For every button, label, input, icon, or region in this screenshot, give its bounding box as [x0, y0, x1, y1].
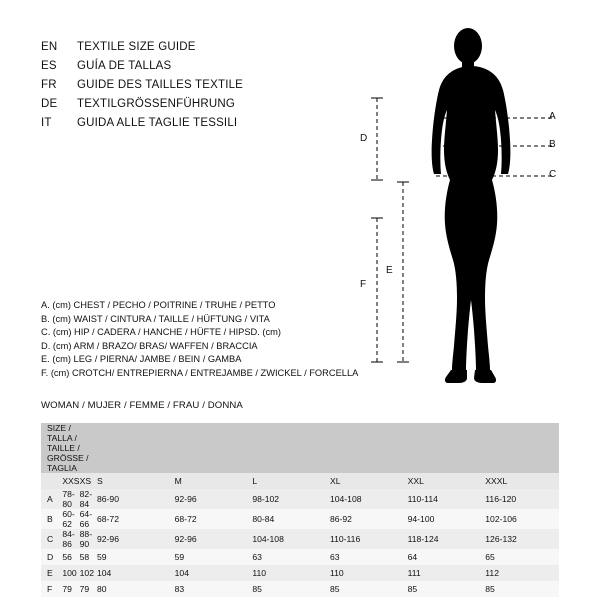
- title-text-es: GUÍA DE TALLAS: [77, 60, 172, 72]
- title-row-en: [41, 38, 341, 56]
- cell-d-xs: 58: [76, 549, 93, 565]
- row-label-b: B: [41, 509, 58, 529]
- legend-item-c: C. (cm) HIP / CADERA / HANCHE / HÜFTE / HIPSD. (cm): [41, 327, 282, 338]
- cell-f-xs: 79: [76, 581, 93, 597]
- cell-f-xxl: 85: [404, 581, 482, 597]
- figure-label-c: C: [549, 169, 557, 180]
- table-row-title: [41, 423, 559, 473]
- table-col-l: L: [248, 473, 326, 489]
- cell-d-xxs: 56: [58, 549, 75, 565]
- table-row: [41, 509, 559, 529]
- table-row-columns: [41, 473, 559, 489]
- size-table-wrapper: [41, 423, 559, 597]
- table-row: [41, 581, 559, 597]
- title-row-es: [41, 57, 341, 75]
- title-lang-es: ES: [41, 60, 57, 72]
- cell-a-m: 92-96: [171, 489, 249, 509]
- cell-e-l: 110: [248, 565, 326, 581]
- cell-f-m: 83: [171, 581, 249, 597]
- table-col-blank: [41, 473, 58, 489]
- title-text-de: TEXTILGRÖSSENFÜHRUNG: [77, 98, 235, 110]
- cell-b-l: 80-84: [248, 509, 326, 529]
- figure-label-a: A: [549, 111, 556, 122]
- table-row: [41, 565, 559, 581]
- cell-f-l: 85: [248, 581, 326, 597]
- cell-c-xxxl: 126-132: [481, 529, 559, 549]
- cell-c-xxl: 118-124: [404, 529, 482, 549]
- figure-label-b: B: [549, 139, 556, 150]
- cell-e-s: 104: [93, 565, 171, 581]
- cell-b-xl: 86-92: [326, 509, 404, 529]
- table-col-xxxl: XXXL: [481, 473, 559, 489]
- title-text-en: TEXTILE SIZE GUIDE: [77, 41, 196, 53]
- cell-a-l: 98-102: [248, 489, 326, 509]
- cell-c-xs: 88-90: [76, 529, 93, 549]
- cell-a-s: 86-90: [93, 489, 171, 509]
- table-col-xs: XS: [76, 473, 93, 489]
- cell-b-m: 68-72: [171, 509, 249, 529]
- cell-a-xxxl: 116-120: [481, 489, 559, 509]
- cell-b-xxl: 94-100: [404, 509, 482, 529]
- cell-e-xxs: 100: [58, 565, 75, 581]
- row-label-f: F: [41, 581, 58, 597]
- table-row: [41, 489, 559, 509]
- legend-item-f: F. (cm) CROTCH/ ENTREPIERNA / ENTREJAMBE / ZWICKEL / FORCELLA: [41, 367, 359, 378]
- title-block: [41, 38, 341, 133]
- table-col-xxl: XXL: [404, 473, 482, 489]
- title-row-de: [41, 95, 341, 113]
- cell-c-s: 92-96: [93, 529, 171, 549]
- cell-b-xs: 64-66: [76, 509, 93, 529]
- cell-a-xs: 82-84: [76, 489, 93, 509]
- cell-d-m: 59: [171, 549, 249, 565]
- cell-f-xxxl: 85: [481, 581, 559, 597]
- table-row: [41, 549, 559, 565]
- cell-b-xxs: 60-62: [58, 509, 75, 529]
- title-text-it: GUIDA ALLE TAGLIE TESSILI: [77, 117, 238, 129]
- cell-a-xxs: 78-80: [58, 489, 75, 509]
- legend-item-d: D. (cm) ARM / BRAZO/ BRAS/ WAFFEN / BRACCIA: [41, 340, 258, 351]
- table-row: [41, 529, 559, 549]
- cell-d-l: 63: [248, 549, 326, 565]
- title-lang-it: IT: [41, 117, 52, 129]
- title-text-fr: GUIDE DES TAILLES TEXTILE: [77, 79, 244, 91]
- table-col-m: M: [171, 473, 249, 489]
- title-row-it: [41, 114, 341, 132]
- cell-f-xxs: 79: [58, 581, 75, 597]
- title-lang-fr: FR: [41, 79, 57, 91]
- table-col-s: S: [93, 473, 171, 489]
- title-lang-en: EN: [41, 41, 58, 53]
- title-lang-de: DE: [41, 98, 58, 110]
- row-label-a: A: [41, 489, 58, 509]
- row-label-c: C: [41, 529, 58, 549]
- cell-f-xl: 85: [326, 581, 404, 597]
- cell-a-xxl: 110-114: [404, 489, 482, 509]
- table-col-xl: XL: [326, 473, 404, 489]
- cell-d-xl: 63: [326, 549, 404, 565]
- cell-c-xl: 110-116: [326, 529, 404, 549]
- legend-item-a: A. (cm) CHEST / PECHO / POITRINE / TRUHE / PETTO: [41, 300, 276, 310]
- cell-d-xxxl: 65: [481, 549, 559, 565]
- title-row-fr: [41, 76, 341, 94]
- table-corner-label: SIZE / TALLA / TAILLE / GRÖSSE / TAGLIA: [41, 423, 93, 473]
- cell-c-xxs: 84-86: [58, 529, 75, 549]
- figure-label-d: D: [360, 133, 368, 144]
- row-label-e: E: [41, 565, 58, 581]
- figure-label-e: E: [386, 265, 393, 276]
- figure-label-f: F: [360, 279, 367, 290]
- cell-b-xxxl: 102-106: [481, 509, 559, 529]
- size-table: [41, 423, 559, 597]
- cell-d-xxl: 64: [404, 549, 482, 565]
- cell-e-xs: 102: [76, 565, 93, 581]
- measurement-legend: [41, 299, 381, 381]
- legend-item-b: B. (cm) WAIST / CINTURA / TAILLE / HÜFTUNG / VITA: [41, 313, 270, 324]
- cell-d-s: 59: [93, 549, 171, 565]
- cell-b-s: 68-72: [93, 509, 171, 529]
- legend-subtitle: WOMAN / MUJER / FEMME / FRAU / DONNA: [41, 400, 243, 411]
- cell-c-m: 92-96: [171, 529, 249, 549]
- cell-e-xxxl: 112: [481, 565, 559, 581]
- legend-item-e: E. (cm) LEG / PIERNA/ JAMBE / BEIN / GAMBA: [41, 354, 242, 365]
- row-label-d: D: [41, 549, 58, 565]
- cell-e-xl: 110: [326, 565, 404, 581]
- cell-a-xl: 104-108: [326, 489, 404, 509]
- cell-e-xxl: 111: [404, 565, 482, 581]
- table-col-xxs: XXS: [58, 473, 75, 489]
- cell-e-m: 104: [171, 565, 249, 581]
- cell-c-l: 104-108: [248, 529, 326, 549]
- cell-f-s: 80: [93, 581, 171, 597]
